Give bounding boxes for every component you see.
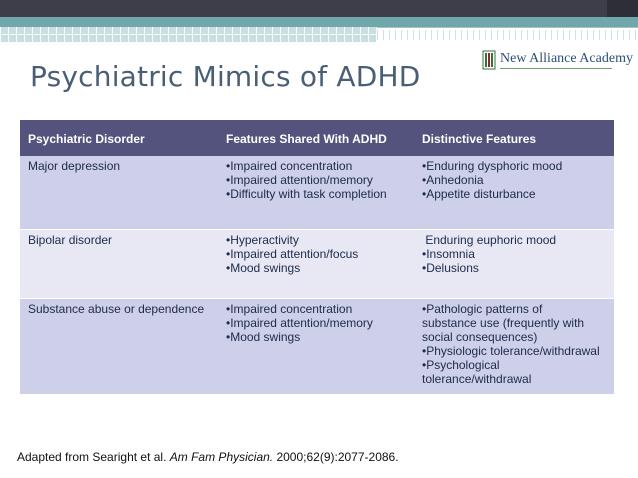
list-item: •Impaired concentration [226,302,353,316]
list-item: •Impaired concentration [226,159,353,173]
list-item: •Mood swings [226,330,301,344]
logo-text: New Alliance Academy [500,51,633,66]
mimics-table [20,120,614,394]
logo [482,49,633,73]
header-disorder: Psychiatric Disorder [28,132,145,146]
list-item: Enduring euphoric mood [422,233,557,247]
top-grid-stripes [377,30,638,40]
top-corner-block [607,0,638,17]
slide-title: Psychiatric Mimics of ADHD [30,60,421,93]
disorder-cell: Major depression [28,159,121,173]
list-item: •Appetite disturbance [422,187,536,201]
academy-logo-icon [482,50,496,70]
source-citation [17,450,399,464]
list-item: •Anhedonia [422,173,484,187]
top-dark-band [0,0,638,17]
source-prefix: Adapted from Searight et al. [17,450,170,464]
source-suffix: 2000;62(9):2077-2086. [273,450,399,464]
list-item: tolerance/withdrawal [422,372,532,386]
table-header-row [20,120,614,156]
list-item: •Mood swings [226,261,301,275]
list-item: •Physiologic tolerance/withdrawal [422,344,600,358]
list-item: •Impaired attention/focus [226,247,359,261]
shared-cell [218,299,414,394]
logo-underline [500,68,612,69]
list-item: •Enduring dysphoric mood [422,159,563,173]
list-item: •Delusions [422,261,479,275]
table-row [20,299,614,394]
table-row [20,156,614,230]
list-item: substance use (frequently with [422,316,585,330]
disorder-cell: Bipolar disorder [28,233,113,247]
disorder-cell: Substance abuse or dependence [28,302,205,316]
top-teal-band [0,17,638,27]
header-distinctive: Distinctive Features [422,132,537,146]
table-row [20,230,614,299]
distinctive-cell [414,299,614,394]
list-item: •Impaired attention/memory [226,316,373,330]
list-item: •Impaired attention/memory [226,173,373,187]
shared-cell [218,230,414,298]
list-item: •Hyperactivity [226,233,299,247]
list-item: •Insomnia [422,247,475,261]
list-item: social consequences) [422,330,538,344]
distinctive-cell [414,156,614,229]
header-shared: Features Shared With ADHD [226,132,387,146]
list-item: •Difficulty with task completion [226,187,387,201]
distinctive-cell [414,230,614,298]
source-journal: Am Fam Physician. [169,450,274,464]
shared-cell [218,156,414,229]
list-item: •Psychological [422,358,500,372]
list-item: •Pathologic patterns of [422,302,543,316]
